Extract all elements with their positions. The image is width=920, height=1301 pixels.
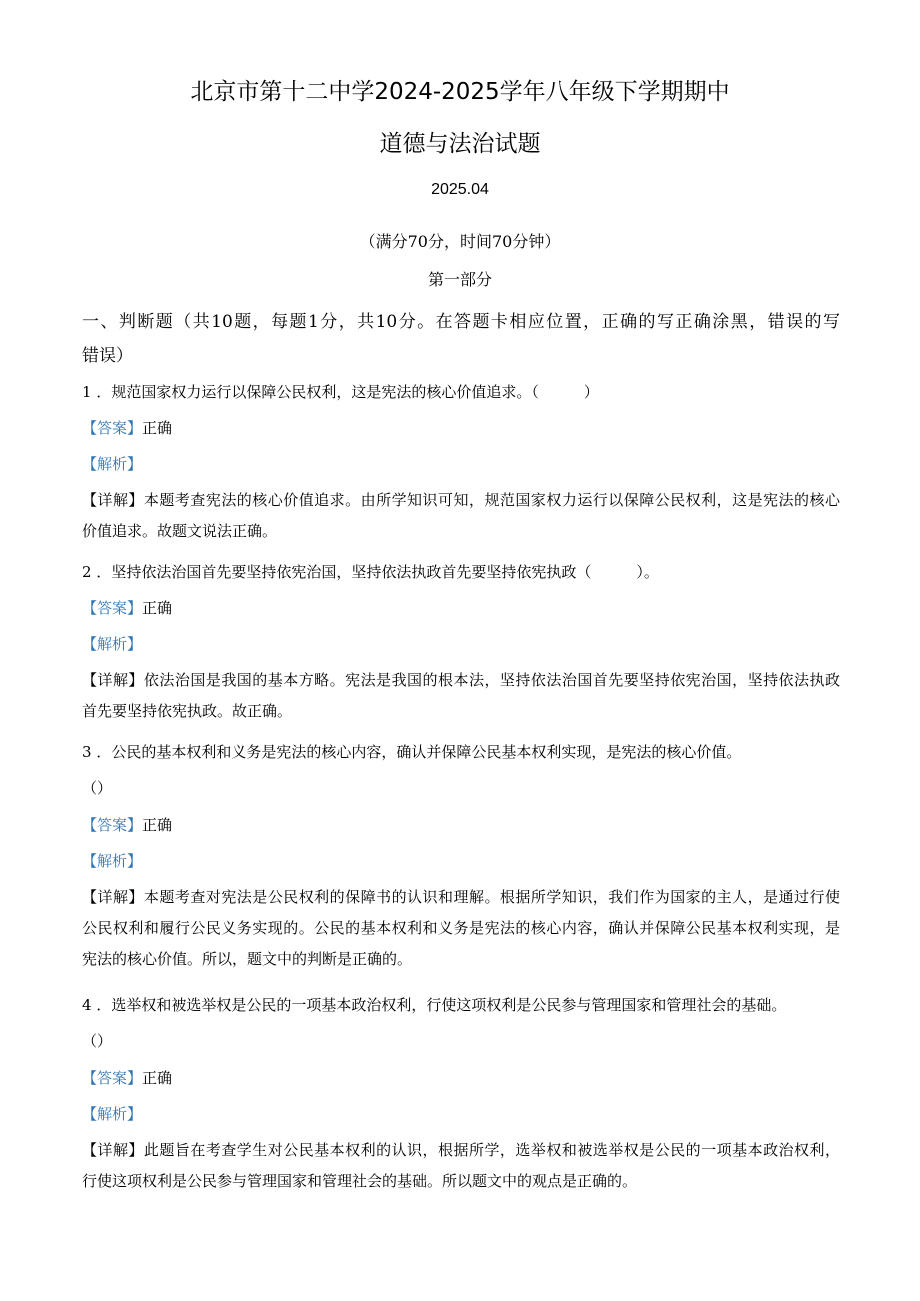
question-stem-text: ．坚持依法治国首先要坚持依宪治国，坚持依法执政首先要坚持依宪执政（ ）。 [96,563,659,581]
answer-label: 【答案】 [82,599,143,617]
question-number: 1 [82,383,92,401]
answer-value: 正确 [142,599,173,617]
section-heading-line: 错误） [82,346,133,366]
analysis-label: 【解析】 [82,455,143,473]
answer-label: 【答案】 [82,1069,143,1087]
exam-subject: 道德与法治试题 [379,131,541,157]
analysis-1 [82,449,840,480]
detail-4 [82,1135,840,1197]
section-heading [82,305,840,373]
exam-title: 北京市第十二中学2024-2025学年八年级下学期期中 [190,79,730,105]
score-note: （满分70分，时间70分钟） [359,232,561,251]
analysis-2 [82,629,840,660]
question-stem-text: ．公民的基本权利和义务是宪法的核心内容，确认并保障公民基本权利实现，是宪法的核心价值。 [96,743,742,761]
question-number: 3 [82,743,92,761]
answer-3 [82,810,840,841]
answer-value: 正确 [142,1069,173,1087]
detail-1 [82,485,840,547]
detail-label: 【详解】 [82,1141,144,1159]
detail-label: 【详解】 [82,671,144,689]
detail-2 [82,665,840,727]
analysis-label: 【解析】 [82,635,143,653]
question-4 [82,990,840,1057]
section-heading-line: 一、判断题（共10题，每题1分，共10分。在答题卡相应位置，正确的写正确涂黑，错误的写 [82,312,840,332]
question-number: 2 [82,563,92,581]
question-stem [82,377,840,408]
detail-label: 【详解】 [82,888,144,906]
detail-text: 依法治国是我国的基本方略。宪法是我国的根本法，坚持依法治国首先要坚持依宪治国，坚持依法执政 [143,671,840,689]
analysis-3 [82,846,840,877]
detail-text: 价值追求。故题文说法正确。 [82,522,278,540]
answer-1 [82,413,840,444]
question-1 [82,377,840,408]
answer-label: 【答案】 [82,419,143,437]
question-stem-text: ．规范国家权力运行以保障公民权利，这是宪法的核心价值追求。（ ） [96,383,599,401]
question-3 [82,737,840,804]
detail-text: 此题旨在考查学生对公民基本权利的认识，根据所学，选举权和被选举权是公民的一项基本政治权利， [143,1141,840,1159]
detail-label: 【详解】 [82,491,144,509]
answer-2 [82,593,840,624]
answer-label: 【答案】 [82,816,143,834]
part-heading: 第一部分 [427,270,492,289]
detail-text: 公民权利和履行公民义务实现的。公民的基本权利和义务是宪法的核心内容，确认并保障公民基本权利实现，是 [82,919,840,937]
detail-text: 本题考查宪法的核心价值追求。由所学知识可知，规范国家权力运行以保障公民权利，这是宪法的核心 [143,491,840,509]
question-stem [82,990,840,1021]
analysis-label: 【解析】 [82,852,143,870]
question-stem [82,557,840,588]
question-stem [82,737,840,768]
answer-4 [82,1063,840,1094]
detail-text: 本题考查对宪法是公民权利的保障书的认识和理解。根据所学知识，我们作为国家的主人，是通过行使 [143,888,840,906]
exam-date: 2025.04 [431,181,489,198]
question-stem-text: ．选举权和被选举权是公民的一项基本政治权利，行使这项权利是公民参与管理国家和管理社会的基础。 [96,996,787,1014]
question-number: 4 [82,996,92,1014]
answer-value: 正确 [142,816,173,834]
analysis-4 [82,1099,840,1130]
detail-text: 首先要坚持依宪执政。故正确。 [82,702,293,720]
question-stem-text: （） [82,779,113,797]
detail-text: 行使这项权利是公民参与管理国家和管理社会的基础。所以题文中的观点是正确的。 [82,1172,638,1190]
analysis-label: 【解析】 [82,1105,143,1123]
question-stem-text: （） [82,1032,113,1050]
question-2 [82,557,840,588]
detail-text: 宪法的核心价值。所以，题文中的判断是正确的。 [82,950,413,968]
answer-value: 正确 [142,419,173,437]
detail-3 [82,882,840,975]
